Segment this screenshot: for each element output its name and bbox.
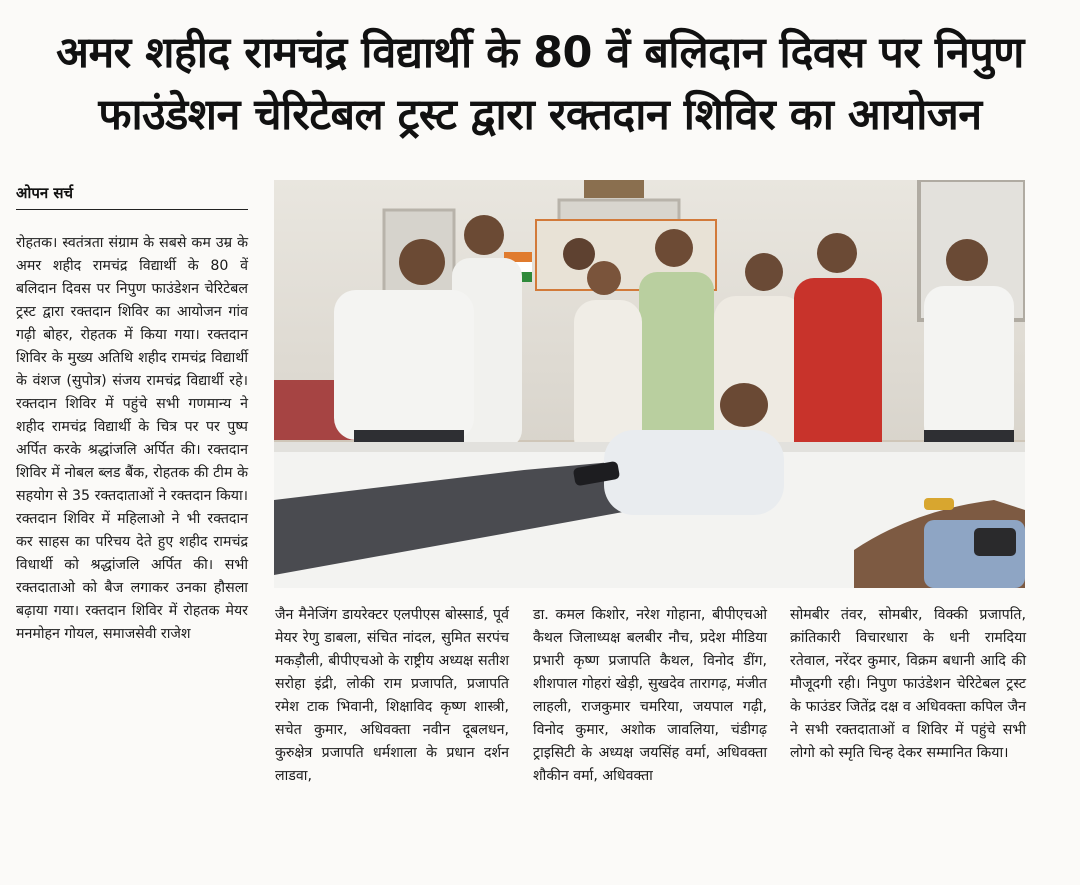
byline: ओपन सर्च: [16, 183, 248, 210]
article-text-4: सोमबीर तंवर, सोमबीर, विक्की प्रजापति, क्रांतिकारी विचारधारा के धनी रामदिया रतेवाल, नरेंदर कुमार, विक्रम बधानी आदि की मौजूदगी रही। निपुण फाउंडेशन चेरिटेबल ट्रस्ट के फाउंडर जितेंद्र दक्ष व अधिवक्ता कपिल जैन ने सभी रक्तदाताओं व शिविर में पहुंचे सभी लोगो को स्मृति चिन्ह देकर सम्मानित किया।: [790, 607, 1026, 761]
article-text-1: रोहतक। स्वतंत्रता संग्राम के सबसे कम उम्र के अमर शहीद रामचंद्र विद्यार्थी के 80 वें बलिदान दिवस पर निपुण फाउंडेशन चेरिटेबल ट्रस्ट द्वारा रक्तदान शिविर का आयोजन गांव गढ़ी बोहर, रोहतक में किया गया। रक्तदान शिविर के मुख्य अतिथि शहीद रामचंद्र विद्यार्थी के वंशज (सुपोत्र) संजय रामचंद्र विद्यार्थी रहे। रक्तदान शिविर में पहुंचे सभी गणमान्य ने शहीद रामचंद्र विद्यार्थी के चित्र पर पर पुष्प अर्पित करके श्रद्धांजलि अर्पित की। रक्तदान शिविर में नोबल ब्लड बैंक, रोहतक की टीम के सहयोग से 35 रक्तदाताओं ने रक्तदान किया। रक्तदान शिविर में महिलाओ ने भी रक्तदान कर साहस का परिचय देते हुए शहीद रामचंद्र विधार्थी को श्रद्धांजलि अर्पित की। सभी रक्तदाताओ को बैज लगाकर उनका हौसला बढ़ाया गया। रक्तदान शिविर में रोहतक मेयर मनमोहन गोयल, समाजसेवी राजेश: [16, 235, 248, 642]
article-column-1: [16, 232, 248, 862]
article-column-3: [533, 604, 767, 866]
headline-line-1: अमर शहीद रामचंद्र विद्यार्थी के 80 वें बलिदान दिवस पर निपुण: [56, 28, 1024, 78]
article-column-2: [275, 604, 509, 866]
article-text-2: जैन मैनेजिंग डायरेक्टर एलपीएस बोस्सार्ड, पूर्व मेयर रेणु डाबला, संचित नांदल, सुमित सरपंच मकड़ौली, बीपीएचओ के राष्ट्रीय अध्यक्ष सतीश सरोहा इंद्री, लोकी राम प्रजापति, प्रजापति रमेश टाक भिवानी, शिक्षाविद कृष्ण शास्त्री, सचेत कुमार, अधिवक्ता नवीन दूबलधन, कुरुक्षेत्र प्रजापति धर्मशाला के प्रधान दर्शन लाडवा,: [275, 607, 509, 784]
article-text-3: डा. कमल किशोर, नरेश गोहाना, बीपीएचओ कैथल जिलाध्यक्ष बलबीर नौच, प्रदेश मीडिया प्रभारी कृष्ण प्रजापति कैथल, विनोद डींग, शीशपाल गोहरां खेड़ी, सुखदेव तारागढ़, मंजीत लाहली, राजकुमार चमरिया, जयपाल गढ़ी, विनोद कुमार, अशोक जावलिया, चंडीगढ़ ट्राइसिटी के अध्यक्ष जयसिंह वर्मा, अधिवक्ता शौकीन वर्मा, अधिवक्ता: [533, 607, 767, 784]
headline-line-2: फाउंडेशन चेरिटेबल ट्रस्ट द्वारा रक्तदान शिविर का आयोजन: [98, 90, 982, 140]
wall-frame: [584, 180, 644, 198]
headline: [0, 22, 1080, 146]
news-photo: [274, 180, 1025, 588]
blood-donation-photo-illustration: [274, 180, 1025, 588]
article-column-4: [790, 604, 1026, 866]
